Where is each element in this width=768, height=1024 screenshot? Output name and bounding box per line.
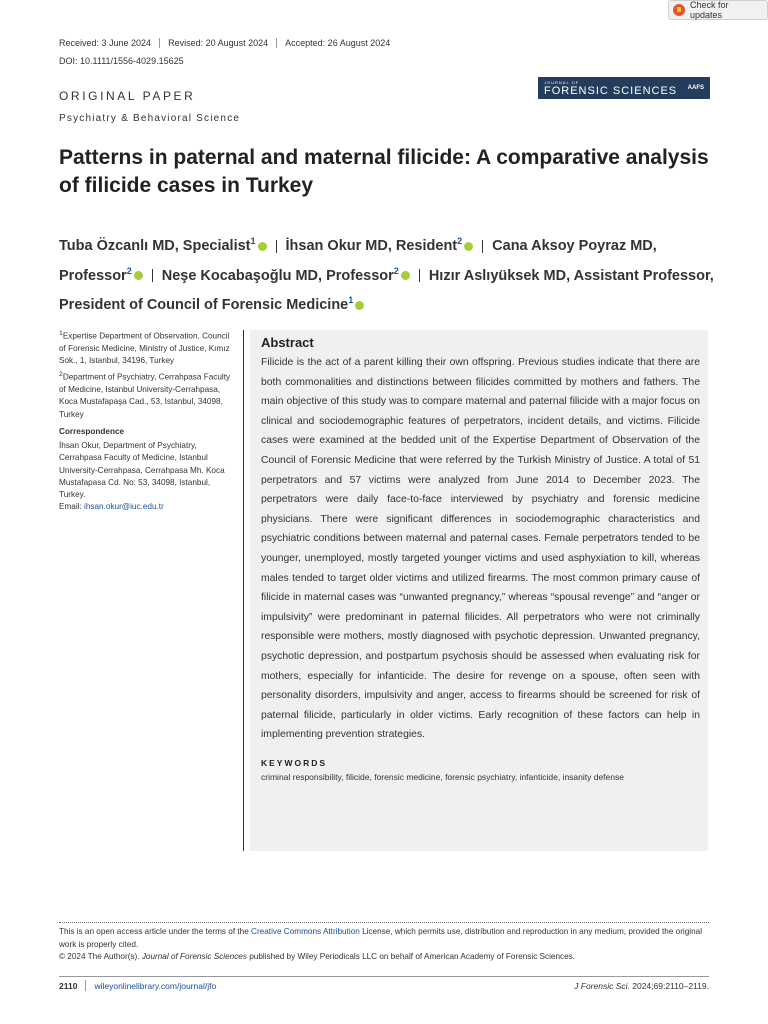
page-number: 2110 xyxy=(59,980,78,991)
license-notice xyxy=(59,926,709,964)
divider xyxy=(276,38,277,48)
paper-title: Patterns in paternal and maternal filicide: A comparative analysis of filicide cases in Turkey xyxy=(59,146,709,197)
author-name: Cana Aksoy Poyraz MD, Professor xyxy=(59,237,657,284)
divider xyxy=(159,38,160,48)
divider xyxy=(276,240,277,253)
keywords-heading: KEYWORDS xyxy=(261,757,328,768)
orcid-icon[interactable] xyxy=(464,242,473,251)
email-label: Email: xyxy=(59,502,85,512)
received-date: Received: 3 June 2024 xyxy=(59,38,152,48)
affiliation-1 xyxy=(59,328,235,367)
revised-date: Revised: 20 August 2024 xyxy=(168,38,269,48)
affiliation-text: Expertise Department of Observation, Council of Forensic Medicine, Ministry of Justice, Kımız Sok., 1, Istanbul, 34196, Turkey xyxy=(59,331,230,366)
author-name: Hızır Aslıyüksek MD, Assistant Professor, President of Council of Forensic Medicine xyxy=(59,267,714,314)
journal-logo-wordmark xyxy=(544,80,677,97)
divider xyxy=(419,269,420,282)
email-link[interactable]: ihsan.okur@iuc.edu.tr xyxy=(84,502,164,512)
license-text-before: This is an open access article under the terms of the xyxy=(59,927,252,936)
author-name: Neşe Kocabaşoğlu MD, Professor xyxy=(161,267,394,284)
affiliation-2 xyxy=(59,369,235,421)
copyright-line xyxy=(59,951,709,964)
copyright-suffix: published by Wiley Periodicals LLC on behalf of American Academy of Forensic Sciences. xyxy=(246,952,576,962)
citation-details: 2024;69:2110–2119. xyxy=(629,980,709,991)
orcid-icon[interactable] xyxy=(355,301,364,310)
affiliation-ref[interactable]: 2 xyxy=(457,236,463,246)
check-for-updates-button[interactable] xyxy=(668,0,768,20)
affiliations-column xyxy=(59,328,235,515)
journal-logo-name: FORENSIC SCIENCES xyxy=(544,84,678,97)
affiliation-ref[interactable]: 1 xyxy=(250,236,256,246)
affiliation-ref[interactable]: 1 xyxy=(348,295,354,306)
journal-url-link[interactable]: wileyonlinelibrary.com/journal/jfo xyxy=(94,980,217,991)
author-name: İhsan Okur MD, Resident xyxy=(285,237,458,254)
orcid-icon[interactable] xyxy=(134,271,143,280)
doi[interactable]: DOI: 10.1111/1556-4029.15625 xyxy=(59,56,184,66)
correspondence-text xyxy=(59,440,235,513)
affiliation-text: Department of Psychiatry, Cerrahpasa Faculty of Medicine, Istanbul University-Cerrahpasa, Koca Mustafapaşa Cad., 53, Istanbul, 34098, Turkey xyxy=(59,373,231,419)
affiliation-ref[interactable]: 2 xyxy=(126,265,132,276)
divider xyxy=(482,240,483,253)
divider xyxy=(152,269,153,282)
column-divider xyxy=(243,330,244,851)
abstract-box xyxy=(250,330,708,851)
article-type: ORIGINAL PAPER xyxy=(59,89,196,103)
check-for-updates-label: Check for updates xyxy=(690,0,729,20)
creative-commons-link[interactable]: Creative Commons Attribution xyxy=(251,927,360,936)
section-name: Psychiatry & Behavioral Science xyxy=(59,113,241,124)
journal-logo-small: JOURNAL OF xyxy=(544,79,580,85)
license-text-after: License, which permits use, distribution and reproduction in any medium, provided the original work is properly cited. xyxy=(59,927,703,949)
copyright-prefix: © 2024 The Author(s). xyxy=(59,952,142,962)
citation-journal: J Forensic Sci. xyxy=(574,980,630,991)
footer-rule xyxy=(59,976,709,977)
author[interactable] xyxy=(161,265,410,284)
divider xyxy=(85,980,86,991)
author[interactable] xyxy=(286,238,474,254)
accepted-date: Accepted: 26 August 2024 xyxy=(285,38,391,48)
citation xyxy=(574,981,709,991)
journal-logo[interactable] xyxy=(538,77,710,99)
author-name: Tuba Özcanlı MD, Specialist xyxy=(59,237,251,254)
copyright-journal: Journal of Forensic Sciences xyxy=(141,952,247,962)
page-footer xyxy=(59,980,709,991)
affiliation-ref[interactable]: 2 xyxy=(393,265,399,276)
affiliation-number: 1 xyxy=(59,330,63,337)
affiliation-number: 2 xyxy=(59,371,63,379)
orcid-icon[interactable] xyxy=(258,242,267,251)
abstract-heading: Abstract xyxy=(261,335,314,350)
crossmark-icon xyxy=(673,4,685,16)
correspondence-address: İhsan Okur, Department of Psychiatry, Cerrahpasa Faculty of Medicine, Istanbul University-Cerrahpasa, Cerrahpasa Mh. Koca Mustafapasa Cd. No: 53, 34098, Istanbul, Turkey. xyxy=(59,441,225,499)
article-dates xyxy=(59,38,390,48)
author-list xyxy=(59,229,719,318)
keywords-text: criminal responsibility, filicide, forensic medicine, forensic psychiatry, infanticide, insanity defense xyxy=(261,771,624,782)
orcid-icon[interactable] xyxy=(401,271,410,280)
abstract-text: Filicide is the act of a parent killing their own offspring. Previous studies indicate that there are both commonalities and distinctions between filicides committed by mothers and fathers. The main objective of this study was to compare maternal and paternal filicide with a major focus on clinical and sociodemographic features of perpetrators, incident details, and victims. Filicide cases were examined at the bedded unit of the Expertise Department of Observation of the Council of Forensic Medicine that were referred by the Turkish Ministry of Justice. A total of 51 perpetrators and 57 victims were analyzed from June 2014 to December 2023. The perpetrators were daily face-to-face interviewed by psychiatry and forensic medicine physicians. There were significant differences in sociodemographic characteristics and psychiatric conditions between maternal and paternal cases. Female perpetrators tended to be younger, unemployed, mostly targeted younger victims and used asphyxiation to kill, whereas males tended to target older victims and utilized firearms. The most common primary cause of filicide in maternal cases was “unwanted pregnancy,” whereas “spousal revenge” and “anger or impulsivity” were predominant in paternal filicides. All perpetrators who were not criminally responsible were mothers, mostly diagnosed with psychotic depression. Unwanted pregnancy, psychotic depression, and postpartum psychosis should be assessed when evaluating risk for mothers, especially for infanticide. The desire for revenge on a spouse, often seen with personality disorders, impulsivity and anger, access to firearms should be screened for risk of paternal filicide, particularly in older victims. Early recognition of these factors can help in implementing prevention strategies. xyxy=(261,357,700,741)
license-text xyxy=(59,926,709,951)
footer-divider xyxy=(59,922,709,923)
author[interactable] xyxy=(59,238,267,254)
aafs-logo: AAFS xyxy=(687,85,704,91)
correspondence-heading: Correspondence xyxy=(59,426,125,436)
